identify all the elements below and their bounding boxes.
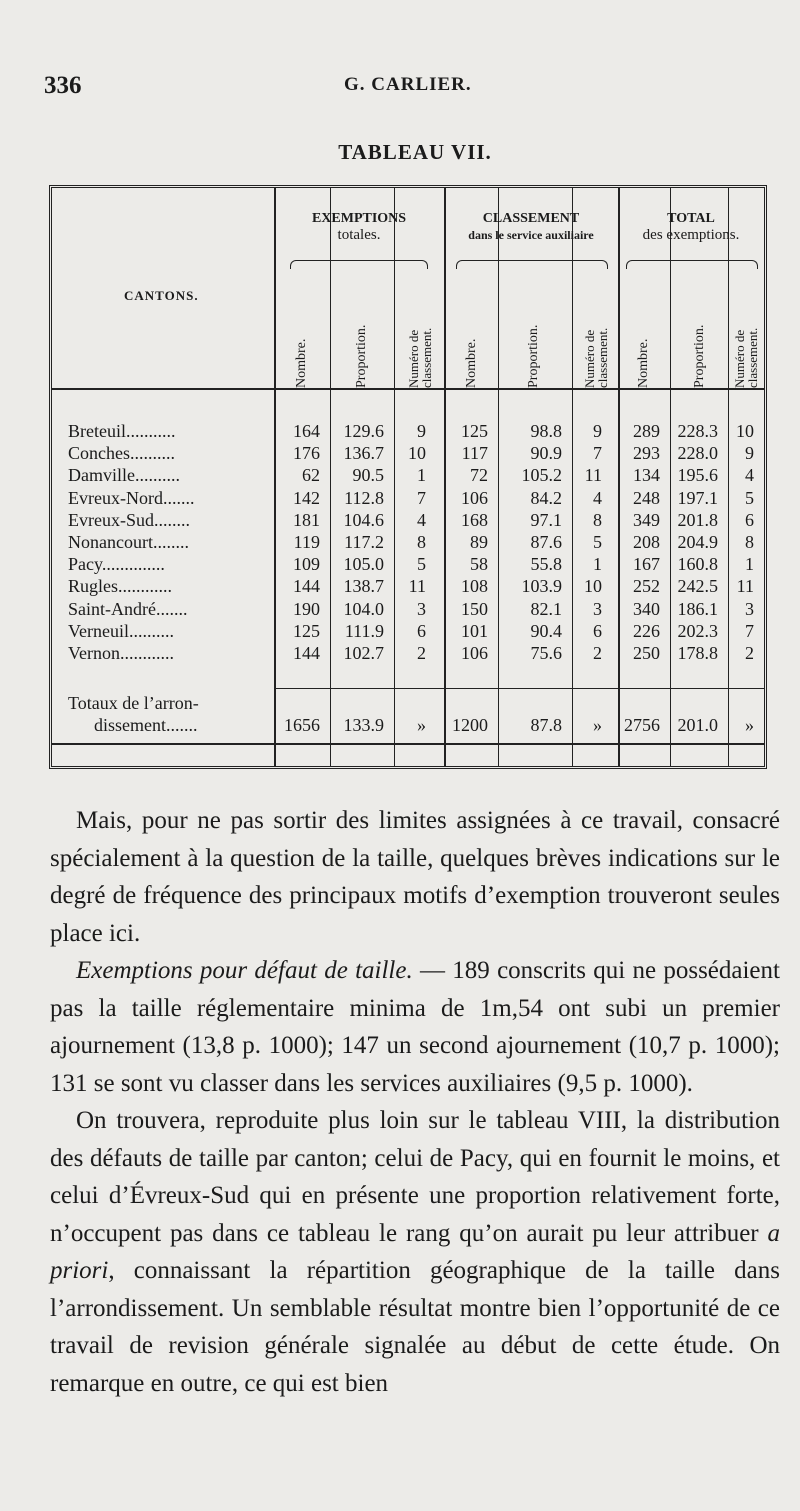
table-cell: 10 (408, 443, 426, 464)
group-brace (456, 260, 608, 269)
paragraph-text: On trouvera, reproduite plus loin sur le tableau VIII, la distribution des défauts de taille par canton; celui de Pacy, qui en fournit le moins, et celui d’Évreux-Sud qui en présente une proportion relativement forte, n’occupent pas dans ce tableau le rang qu’on aurait pu leur attribuer (50, 1107, 780, 1247)
table-row (52, 531, 764, 553)
table-cell: 10 (736, 421, 754, 441)
totals-cell: 201.0 (677, 715, 718, 735)
table-cell: 2 (417, 643, 426, 663)
italic-term: a priori (50, 1219, 780, 1284)
table-cell: 105.0 (343, 554, 384, 575)
table-cell: 84.2 (530, 487, 562, 508)
italic-heading: Exemptions pour défaut de taille. (76, 957, 413, 984)
canton-name: Pacy.............. (68, 554, 165, 575)
totals-label-line: dissement....... (94, 715, 198, 735)
table-cell: 228.3 (677, 421, 718, 441)
canton-name: Rugles............ (68, 576, 173, 597)
table-title: TABLEAU VII. (338, 140, 492, 164)
table-row (52, 464, 764, 486)
canton-name: Nonancourt........ (68, 532, 189, 552)
table-cell: 176 (293, 443, 320, 464)
paragraph-text: , connaissant la répartition géographique de la taille dans l’arrondissement. Un semblable résultat montre bien l’opportunité de ce travail de revision générale signalée au début de cette étude. On remarque en outre, ce qui est bien (50, 1257, 780, 1397)
table-cell: 144 (293, 576, 320, 597)
paragraph: Mais, pour ne pas sortir des limites assignées à ce travail, consacré spécialement à la question de la taille, quelques brèves indications sur le degré de fréquence des principaux motifs d’exemption trouveront seules place ici. (50, 807, 780, 947)
table-cell: 202.3 (677, 620, 718, 641)
table-cell: 109 (293, 554, 320, 575)
table-cell: 62 (302, 465, 320, 486)
canton-name: Saint-André....... (68, 598, 188, 619)
bottom-rule (52, 743, 764, 745)
table-cell: 3 (593, 598, 602, 619)
body-text (50, 802, 780, 1402)
table-cell: 252 (633, 576, 660, 597)
table-cell: 117 (461, 443, 488, 464)
canton-name: Conches.......... (68, 443, 175, 464)
table-row (52, 442, 764, 464)
table-cell: 8 (745, 532, 754, 552)
header-rule (52, 388, 764, 390)
table-cell: 4 (745, 465, 754, 486)
table-cell: 144 (293, 643, 320, 663)
paragraph (50, 1102, 780, 1402)
table-row (52, 642, 764, 664)
totals-rule (274, 688, 764, 689)
table-cell: 4 (417, 509, 426, 530)
table-row (52, 420, 764, 442)
table-cell: 2 (745, 643, 754, 663)
table-cell: 201.8 (677, 509, 718, 530)
canton-name: Evreux-Nord....... (68, 487, 195, 508)
table-cell: 7 (417, 487, 426, 508)
table-cell: 104.6 (343, 509, 384, 530)
group-header-exemptions (274, 210, 444, 244)
totals-cell: 1656 (284, 715, 320, 735)
group-subtitle: dans le service auxiliaire (468, 228, 594, 242)
totals-cell: 1200 (452, 715, 488, 735)
table-row (52, 487, 764, 509)
table-cell: 11 (408, 576, 426, 597)
table-cell: 289 (633, 421, 660, 441)
totals-cell: 2756 (624, 715, 660, 735)
subheader-proportion: Proportion. (526, 324, 541, 388)
table-cell: 105.2 (521, 465, 562, 486)
table-cell: 168 (461, 509, 488, 530)
table-cell: 3 (417, 598, 426, 619)
group-subtitle: totales. (337, 227, 381, 243)
table-cell: 4 (593, 487, 602, 508)
table-cell: 248 (633, 487, 660, 508)
subheader-numero: Numéro de classement. (732, 327, 760, 388)
table-cell: 5 (593, 532, 602, 552)
subheader-nombre: Nombre. (464, 338, 479, 388)
group-brace (626, 260, 758, 269)
table-cell: 5 (417, 554, 426, 575)
table-cell: 9 (745, 443, 754, 464)
table-cell: 142 (293, 487, 320, 508)
canton-name: Verneuil.......... (68, 620, 174, 641)
table-cell: 11 (584, 465, 602, 486)
subheader-proportion: Proportion. (692, 324, 707, 388)
table-cell: 90.5 (352, 465, 384, 486)
table-cell: 136.7 (343, 443, 384, 464)
table-cell: 103.9 (521, 576, 562, 597)
table-cell: 112.8 (344, 487, 384, 508)
group-header-classement (444, 210, 618, 244)
canton-name: Evreux-Sud........ (68, 509, 190, 530)
table-cell: 82.1 (530, 598, 562, 619)
table-cell: 160.8 (677, 554, 718, 575)
table-cell: 5 (745, 487, 754, 508)
table-cell: 97.1 (530, 509, 562, 530)
table-cell: 1 (417, 465, 426, 486)
table-cell: 167 (633, 554, 660, 575)
table-cell: 3 (745, 598, 754, 619)
table-cell: 6 (745, 509, 754, 530)
table-cell: 102.7 (343, 643, 384, 663)
table-cell: 226 (633, 620, 660, 641)
group-title: CLASSEMENT (482, 211, 580, 226)
table-cell: 104.0 (343, 598, 384, 619)
table-cell: 90.4 (530, 620, 562, 641)
table-cell: 87.6 (530, 532, 562, 552)
subheader-nombre: Nombre. (636, 338, 651, 388)
table-cell: 181 (293, 509, 320, 530)
table-cell: 349 (633, 509, 660, 530)
table-cell: 138.7 (343, 576, 384, 597)
table-cell: 117.2 (344, 532, 384, 552)
table-cell: 250 (633, 643, 660, 663)
group-subtitle: des exemptions. (642, 227, 740, 243)
table-cell: 340 (633, 598, 660, 619)
table-cell: 125 (461, 421, 488, 441)
table-cell: 1 (745, 554, 754, 575)
subheader-proportion: Proportion. (354, 324, 369, 388)
paragraph-text: — 189 conscrits qui ne possédaient pas la taille réglementaire minima de 1m,54 ont subi un premier ajournement (13,8 p. 1000); 147 un second ajournement (10,7 p. 1000); 131 se sont vu classer dans les services auxiliaires (9,5 p. 1000). (50, 957, 780, 1097)
table-cell: 293 (633, 443, 660, 464)
group-title: TOTAL (667, 211, 715, 226)
table-cell: 72 (470, 465, 488, 486)
group-brace (290, 260, 428, 269)
table-cell: 129.6 (343, 421, 384, 441)
table-cell: 75.6 (530, 643, 562, 663)
canton-name: Breteuil........... (68, 421, 176, 441)
table-cell: 7 (593, 443, 602, 464)
totals-cell: » (593, 715, 602, 735)
table-cell: 164 (293, 421, 320, 441)
table-cell: 10 (584, 576, 602, 597)
group-header-total (618, 210, 764, 244)
table-cell: 89 (470, 532, 488, 552)
table-cell: 228.0 (677, 443, 718, 464)
table-cell: 6 (417, 620, 426, 641)
table-cell: 134 (633, 465, 660, 486)
table-cell: 108 (461, 576, 488, 597)
cantons-header: CANTONS. (124, 288, 199, 303)
table-cell: 186.1 (677, 598, 718, 619)
totals-cell: » (745, 715, 754, 735)
table-row (52, 553, 764, 575)
data-table (49, 185, 767, 769)
table-cell: 190 (293, 598, 320, 619)
totals-cell: 133.9 (343, 715, 384, 735)
table-cell: 7 (745, 620, 754, 641)
table-cell: 178.8 (677, 643, 718, 663)
table-cell: 98.8 (530, 421, 562, 441)
table-cell: 11 (736, 576, 754, 597)
table-cell: 106 (461, 643, 488, 663)
totals-cell: » (417, 715, 426, 735)
table-cell: 9 (417, 421, 426, 441)
group-title: EXEMPTIONS (311, 211, 407, 226)
table-cell: 208 (633, 532, 660, 552)
canton-name: Vernon............ (68, 643, 174, 663)
totals-row (52, 714, 764, 736)
table-cell: 125 (293, 620, 320, 641)
table-cell: 6 (593, 620, 602, 641)
table-cell: 111.9 (344, 620, 384, 641)
table-cell: 9 (593, 421, 602, 441)
table-cell: 101 (461, 620, 488, 641)
table-cell: 55.8 (530, 554, 562, 575)
paragraph (50, 952, 780, 1102)
totals-label-line: Totaux de l’arron- (68, 693, 199, 713)
subheader-numero: Numéro de classement. (406, 327, 434, 388)
totals-cell: 87.8 (530, 715, 562, 735)
table-cell: 90.9 (530, 443, 562, 464)
table-cell: 242.5 (677, 576, 718, 597)
table-cell: 197.1 (677, 487, 718, 508)
table-row (52, 575, 764, 597)
table-row (52, 620, 764, 642)
table-cell: 1 (593, 554, 602, 575)
page-number: 336 (44, 72, 82, 99)
table-cell: 150 (461, 598, 488, 619)
subheader-numero: Numéro de classement. (582, 327, 610, 388)
table-cell: 204.9 (677, 532, 718, 552)
table-cell: 8 (417, 532, 426, 552)
table-row (52, 598, 764, 620)
canton-name: Damville.......... (68, 465, 180, 486)
table-cell: 8 (593, 509, 602, 530)
table-cell: 2 (593, 643, 602, 663)
table-row (52, 509, 764, 531)
running-head: G. CARLIER. (344, 74, 472, 95)
table-cell: 119 (293, 532, 320, 552)
table-cell: 195.6 (677, 465, 718, 486)
table-cell: 58 (470, 554, 488, 575)
subheader-nombre: Nombre. (294, 338, 309, 388)
page-header (44, 72, 784, 106)
table-cell: 106 (461, 487, 488, 508)
